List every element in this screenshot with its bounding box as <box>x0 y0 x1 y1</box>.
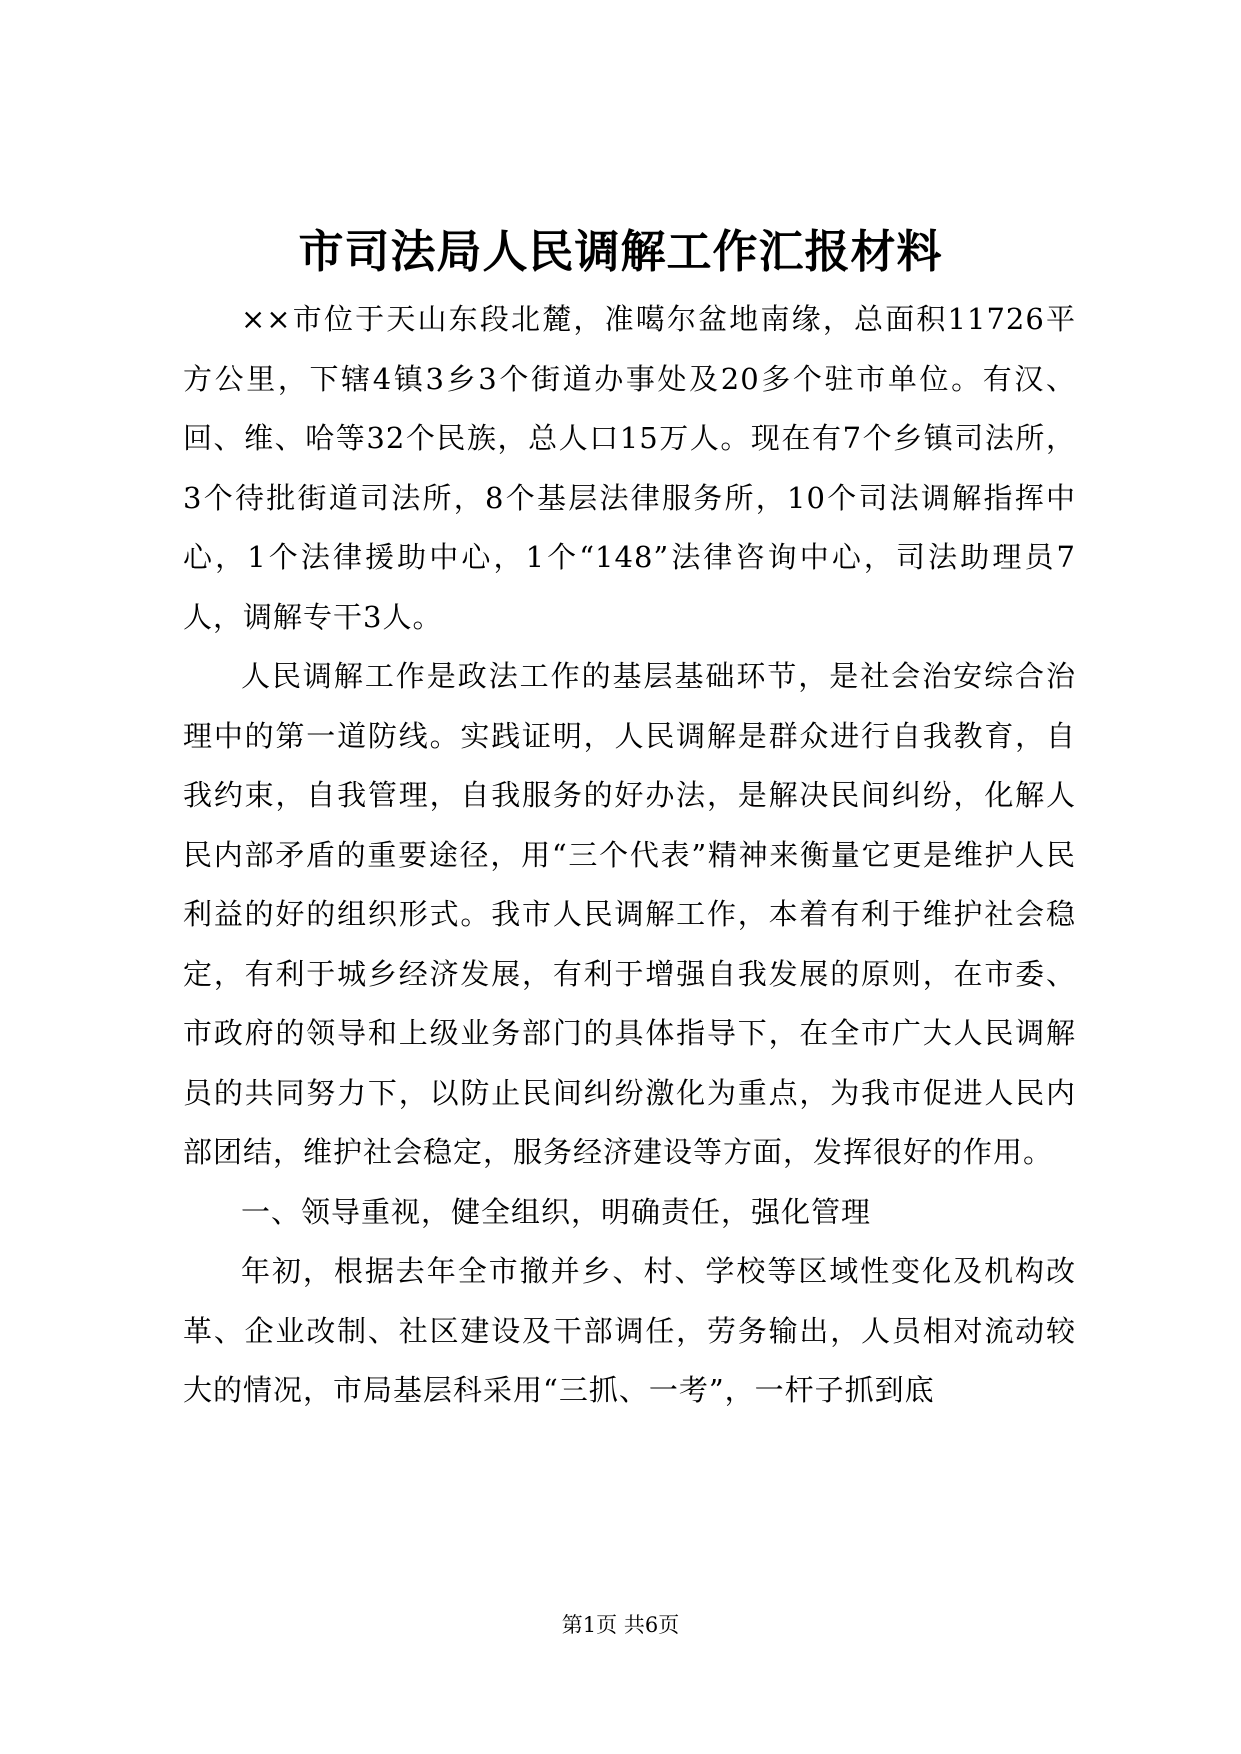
page-number-footer: 第1页 共6页 <box>561 1613 680 1637</box>
document-body <box>183 290 1076 1421</box>
document-title: 市司法局人民调解工作汇报材料 <box>298 225 943 278</box>
paragraph-city-overview: ××市位于天山东段北麓，准噶尔盆地南缘，总面积11726平方公里，下辖4镇3乡3个街道办事处及20多个驻市单位。有汉、回、维、哈等32个民族，总人口15万人。现在有7个乡镇司法所，3个待批街道司法所，8个基层法律服务所，10个司法调解指挥中心，1个法律援助中心，1个“148”法律咨询中心，司法助理员7人，调解专干3人。 <box>183 302 1076 634</box>
paragraph-mediation-importance: 人民调解工作是政法工作的基层基础环节，是社会治安综合治理中的第一道防线。实践证明，人民调解是群众进行自我教育，自我约束，自我管理，自我服务的好办法，是解决民间纠纷，化解人民内部矛盾的重要途径，用“三个代表”精神来衡量它更是维护人民利益的好的组织形式。我市人民调解工作，本着有利于维护社会稳定，有利于城乡经济发展，有利于增强自我发展的原则，在市委、市政府的领导和上级业务部门的具体指导下，在全市广大人民调解员的共同努力下，以防止民间纠纷激化为重点，为我市促进人民内部团结，维护社会稳定，服务经济建设等方面，发挥很好的作用。 <box>183 659 1076 1169</box>
section-heading-1: 一、领导重视，健全组织，明确责任，强化管理 <box>241 1194 872 1229</box>
paragraph-beginning-of-year: 年初，根据去年全市撤并乡、村、学校等区域性变化及机构改革、企业改制、社区建设及干部调任，劳务输出，人员相对流动较大的情况，市局基层科采用“三抓、一考”，一杆子抓到底 <box>183 1254 1076 1407</box>
